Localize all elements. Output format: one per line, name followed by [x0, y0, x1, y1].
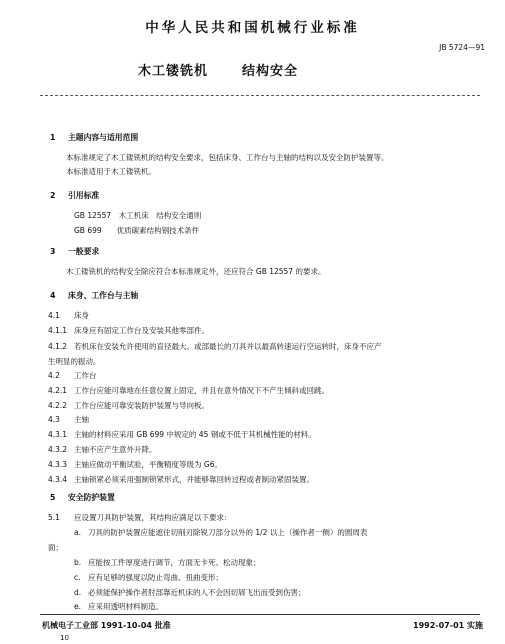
clause-text: 应能按工件厚度进行调节，方面无卡死、松动现象； — [88, 558, 261, 567]
text-line — [48, 474, 314, 485]
clause-number: 4.2.2 — [48, 401, 68, 410]
text-line — [66, 266, 325, 277]
clause-text: 面； — [48, 543, 63, 552]
clause-number: 4.3.2 — [48, 445, 68, 454]
clause-number: 4.1.2 — [48, 342, 68, 351]
page-number: 10 — [60, 634, 69, 642]
text-line — [74, 572, 223, 583]
section-title: 床身、工作台与主轴 — [68, 291, 139, 300]
text-line — [48, 444, 157, 455]
section-title: 一般要求 — [68, 247, 100, 256]
text-line — [48, 356, 101, 367]
text-line — [48, 400, 209, 411]
implementation-date: 1992-07-01 实施 — [413, 621, 483, 630]
clause-text: GB 12557 木工机床 结构安全通则 — [74, 211, 202, 220]
text-line — [66, 166, 156, 177]
section-title: 安全防护装置 — [68, 493, 115, 502]
section-number: 1 — [50, 133, 56, 142]
clause-text: 本标准规定了木工镂铣机的结构安全要求，包括床身、工作台与主轴的结构以及安全防护装置等。 — [66, 153, 389, 162]
clause-number: c. — [74, 573, 81, 582]
clause-text: 本标准适用于木工镂铣机。 — [66, 167, 156, 176]
section-title: 引用标准 — [68, 191, 100, 200]
text-line — [48, 325, 209, 336]
footer-divider — [40, 614, 480, 615]
text-line — [74, 557, 261, 568]
text-line — [74, 587, 306, 598]
clause-text: 主轴应做动平衡试验，平衡精度等级为 G6。 — [74, 460, 222, 469]
clause-text: 若机床在安装允许使用的直径最大、或部最长的刀具并以最高转速运行空运转时，床身不应产 — [74, 342, 382, 351]
standard-header: 中华人民共和国机械行业标准 — [145, 20, 360, 36]
clause-text: 必须能保护操作者肘部靠近机床的人不会因切屑飞出而受到伤害； — [88, 588, 306, 597]
clause-text: 工作台应能可靠地在任意位置上固定，并且在意外情况下不产生倾斜或回跳。 — [74, 386, 329, 395]
clause-number: 4.2 — [48, 371, 60, 380]
document-title — [138, 60, 298, 79]
section-number: 3 — [50, 247, 56, 256]
clause-text: 工作台 — [74, 371, 97, 380]
clause-text: 工作台应能可靠安装防护装置与导向板。 — [74, 401, 209, 410]
doc-number: JB 5724—91 — [439, 43, 485, 52]
section-number: 2 — [50, 191, 56, 200]
approval-info: 机械电子工业部 1991-10-04 批准 — [42, 621, 171, 630]
section-number: 5 — [50, 493, 56, 502]
clause-text: 床身 — [74, 311, 89, 320]
text-line — [74, 527, 367, 538]
section-heading — [50, 132, 138, 143]
text-line — [74, 210, 201, 221]
clause-text: GB 699 优质碳素结构钢技术条件 — [74, 226, 200, 235]
clause-text: 主轴不应产生意外升降。 — [74, 445, 157, 454]
text-line — [48, 385, 329, 396]
clause-text: 主轴 — [74, 415, 89, 424]
text-line — [74, 225, 199, 236]
clause-text: 床身应有固定工作台及安装其他零部件。 — [74, 326, 209, 335]
clause-number: 4.3.3 — [48, 460, 68, 469]
text-line — [66, 152, 389, 163]
clause-text: 主轴锁紧必须采用强制锁紧形式，并能够靠回转过程或者制动紧固装置。 — [74, 475, 314, 484]
clause-number: 4.2.1 — [48, 386, 68, 395]
text-line — [48, 542, 63, 553]
clause-text: 应设置刀具防护装置，其结构应满足以下要求： — [74, 513, 232, 522]
text-line — [74, 601, 163, 612]
clause-text: 应有足够的强度以防止弯曲、扭曲变形； — [88, 573, 223, 582]
clause-number: d. — [74, 588, 82, 597]
clause-number: 4.3.4 — [48, 475, 68, 484]
section-heading — [50, 246, 99, 257]
text-line — [48, 429, 316, 440]
text-line — [48, 512, 232, 523]
text-line — [48, 414, 89, 425]
text-line — [48, 341, 382, 352]
title-sub: 结构安全 — [242, 64, 299, 79]
section-title: 主题内容与适用范围 — [68, 133, 139, 142]
clause-number: e. — [74, 602, 81, 611]
section-number: 4 — [50, 291, 56, 300]
clause-text: 刀具的防护装置应能遮住切削刃除锐刀部分以外的 1/2 以上（操作者一侧）的圆周表 — [88, 528, 368, 537]
section-heading — [50, 190, 99, 201]
title-main: 木工镂铣机 — [138, 64, 209, 79]
title-divider — [40, 95, 480, 96]
text-line — [48, 459, 222, 470]
clause-number: 4.1 — [48, 311, 60, 320]
clause-number: 5.1 — [48, 513, 60, 522]
section-heading — [50, 290, 138, 301]
text-line — [48, 370, 97, 381]
clause-text: 主轴的材料应采用 GB 699 中规定的 45 钢或不低于其机械性能的材料。 — [74, 430, 316, 439]
clause-text: 应采用透明材料制造。 — [88, 602, 163, 611]
clause-number: 4.3 — [48, 415, 60, 424]
clause-number: b. — [74, 558, 82, 567]
clause-text: 生明显的振动。 — [48, 357, 101, 366]
clause-number: a. — [74, 528, 81, 537]
clause-number: 4.3.1 — [48, 430, 68, 439]
section-heading — [50, 492, 115, 503]
text-line — [48, 310, 89, 321]
clause-text: 木工镂铣机的结构安全除应符合本标准规定外，还应符合 GB 12557 的要求。 — [66, 267, 326, 276]
clause-number: 4.1.1 — [48, 326, 68, 335]
